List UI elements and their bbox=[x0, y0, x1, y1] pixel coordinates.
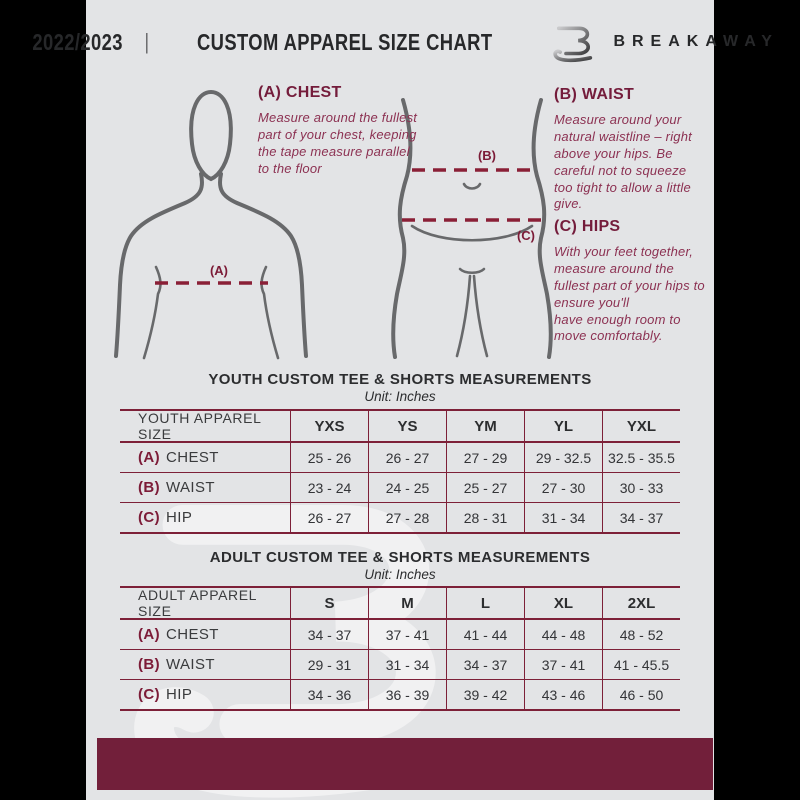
measurement-cell: 28 - 31 bbox=[446, 503, 524, 532]
adult-table-title: ADULT CUSTOM TEE & SHORTS MEASUREMENTS bbox=[209, 549, 591, 566]
row-key: (B) bbox=[138, 479, 161, 496]
row-label bbox=[120, 443, 290, 472]
adult-waist-row bbox=[120, 649, 680, 679]
adult-chest-row bbox=[120, 620, 680, 649]
measurement-cell: 43 - 46 bbox=[524, 680, 602, 709]
row-label bbox=[120, 473, 290, 502]
row-key: (B) bbox=[138, 656, 161, 673]
row-name: HIP bbox=[166, 686, 193, 703]
size-header-l: L bbox=[446, 588, 524, 618]
adult-size-table bbox=[120, 586, 680, 711]
measurement-cell: 34 - 37 bbox=[446, 650, 524, 679]
measurement-cell: 41 - 45.5 bbox=[602, 650, 680, 679]
waist-guide bbox=[554, 86, 704, 213]
chest-guide bbox=[258, 84, 420, 178]
letterbox-right bbox=[714, 0, 800, 800]
measurement-cell: 37 - 41 bbox=[368, 620, 446, 649]
youth-size-table bbox=[120, 409, 680, 534]
row-label bbox=[120, 503, 290, 532]
chest-heading: (A) CHEST bbox=[258, 84, 342, 101]
measurement-cell: 25 - 27 bbox=[446, 473, 524, 502]
size-header-ym: YM bbox=[446, 411, 524, 441]
youth-hip-row bbox=[120, 502, 680, 532]
torso-left-inner-arm bbox=[144, 267, 160, 358]
torso-head bbox=[191, 92, 231, 179]
measurement-cell: 34 - 36 bbox=[290, 680, 368, 709]
measurement-cell: 26 - 27 bbox=[290, 503, 368, 532]
waist-instructions: Measure around your natural waistline – right above your hips. Be careful not to squeeze too tight to allow a little give. bbox=[554, 112, 692, 212]
measurement-cell: 34 - 37 bbox=[602, 503, 680, 532]
size-header-yl: YL bbox=[524, 411, 602, 441]
adult-header-row bbox=[120, 588, 680, 620]
measurement-cell: 27 - 28 bbox=[368, 503, 446, 532]
row-name: CHEST bbox=[166, 626, 219, 643]
hips-instructions-line2: have enough room to move comfortably. bbox=[554, 311, 681, 344]
size-chart-page bbox=[32, 0, 779, 800]
youth-size-column-header: YOUTH APPAREL SIZE bbox=[138, 410, 261, 442]
size-header-yxl: YXL bbox=[602, 411, 680, 441]
measurement-cell: 29 - 31 bbox=[290, 650, 368, 679]
letterbox-left bbox=[0, 0, 86, 800]
row-label bbox=[120, 680, 290, 709]
adult-hip-row bbox=[120, 679, 680, 709]
youth-table-title: YOUTH CUSTOM TEE & SHORTS MEASUREMENTS bbox=[208, 371, 592, 388]
header-divider: | bbox=[145, 29, 149, 54]
measurement-cell: 25 - 26 bbox=[290, 443, 368, 472]
page-title: CUSTOM APPAREL SIZE CHART bbox=[196, 28, 493, 55]
measurement-cell: 23 - 24 bbox=[290, 473, 368, 502]
measurement-cell: 46 - 50 bbox=[602, 680, 680, 709]
hips-instructions-line1: With your feet together, measure around the fullest part of your hips to ensure you'll bbox=[554, 244, 705, 310]
size-header-2xl: 2XL bbox=[602, 588, 680, 618]
measurement-cell: 27 - 30 bbox=[524, 473, 602, 502]
row-name: HIP bbox=[166, 509, 193, 526]
navel-mark bbox=[464, 184, 480, 189]
row-name: WAIST bbox=[166, 656, 215, 673]
torso-right-inner-arm bbox=[262, 267, 278, 358]
youth-header-row bbox=[120, 411, 680, 443]
measurement-cell: 29 - 32.5 bbox=[524, 443, 602, 472]
adult-table-unit: Unit: Inches bbox=[364, 567, 436, 582]
measurement-cell: 39 - 42 bbox=[446, 680, 524, 709]
youth-chest-row bbox=[120, 443, 680, 472]
measurement-cell: 31 - 34 bbox=[368, 650, 446, 679]
measurement-cell: 24 - 25 bbox=[368, 473, 446, 502]
hip-curve bbox=[412, 226, 532, 240]
torso-left-shoulder-arm bbox=[116, 174, 202, 356]
row-name: WAIST bbox=[166, 479, 215, 496]
row-label bbox=[120, 620, 290, 649]
size-header-m: M bbox=[368, 588, 446, 618]
chest-instructions: Measure around the fullest part of your chest, keeping the tape measure parallel to the floor bbox=[258, 110, 418, 176]
size-header-xl: XL bbox=[524, 588, 602, 618]
torso-right-shoulder-arm bbox=[220, 174, 306, 356]
hips-right-side bbox=[534, 100, 551, 357]
measurement-cell: 30 - 33 bbox=[602, 473, 680, 502]
measurement-cell: 32.5 - 35.5 bbox=[602, 443, 680, 472]
chest-line-label: (A) bbox=[209, 263, 229, 278]
row-key: (C) bbox=[138, 686, 161, 703]
youth-waist-row bbox=[120, 472, 680, 502]
measurement-cell: 41 - 44 bbox=[446, 620, 524, 649]
crotch-curve bbox=[460, 269, 484, 273]
row-key: (A) bbox=[138, 626, 161, 643]
measurement-cell: 36 - 39 bbox=[368, 680, 446, 709]
left-inner-leg bbox=[457, 276, 470, 356]
size-header-s: S bbox=[290, 588, 368, 618]
footer-bar bbox=[97, 738, 713, 790]
brand-name: BREAKAWAY bbox=[613, 33, 779, 50]
row-label bbox=[120, 650, 290, 679]
measurement-cell: 27 - 29 bbox=[446, 443, 524, 472]
size-header-yxs: YXS bbox=[290, 411, 368, 441]
hips-guide bbox=[554, 218, 709, 345]
row-key: (C) bbox=[138, 509, 161, 526]
hips-line-label: (C) bbox=[516, 228, 536, 243]
measurement-cell: 31 - 34 bbox=[524, 503, 602, 532]
size-header-ys: YS bbox=[368, 411, 446, 441]
measurement-cell: 44 - 48 bbox=[524, 620, 602, 649]
hips-heading: (C) HIPS bbox=[554, 218, 621, 235]
measurement-cell: 34 - 37 bbox=[290, 620, 368, 649]
header bbox=[32, 20, 779, 64]
row-key: (A) bbox=[138, 449, 161, 466]
season-text: 2022/2023 bbox=[32, 28, 123, 55]
measurement-cell: 37 - 41 bbox=[524, 650, 602, 679]
right-inner-leg bbox=[474, 276, 487, 356]
measurement-cell: 26 - 27 bbox=[368, 443, 446, 472]
adult-size-column-header: ADULT APPAREL SIZE bbox=[138, 587, 257, 619]
youth-table-unit: Unit: Inches bbox=[364, 389, 436, 404]
row-name: CHEST bbox=[166, 449, 219, 466]
waist-line-label: (B) bbox=[477, 148, 497, 163]
measurement-cell: 48 - 52 bbox=[602, 620, 680, 649]
breakaway-logo-icon bbox=[553, 21, 599, 63]
waist-heading: (B) WAIST bbox=[554, 86, 635, 103]
